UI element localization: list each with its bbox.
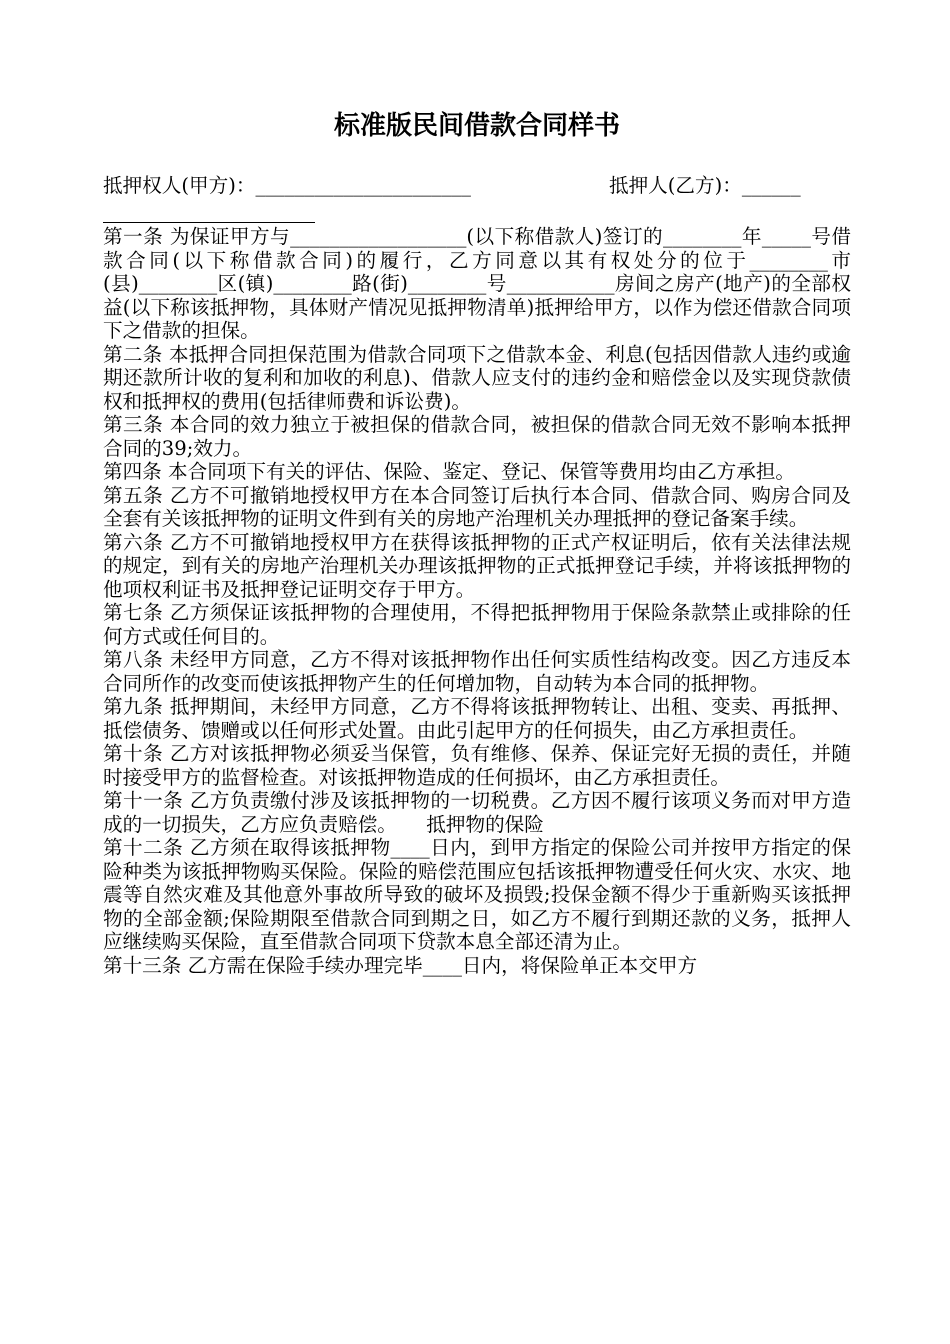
clause-2: 第二条 本抵押合同担保范围为借款合同项下之借款本金、利息(包括因借款人违约或逾期还款所计收的复利和加收的利息)、借款人应支付的违约金和赔偿金以及实现贷款债权和抵押权的费用(包括律师费和诉讼费)。: [103, 342, 851, 413]
document-body: [103, 174, 851, 977]
clause-10: 第十条 乙方对该抵押物必须妥当保管，负有维修、保养、保证完好无损的责任，并随时接受甲方的监督检查。对该抵押物造成的任何损坏，由乙方承担责任。: [103, 742, 851, 789]
clause-6: 第六条 乙方不可撤销地授权甲方在获得该抵押物的正式产权证明后，依有关法律法规的规定，到有关的房地产治理机关办理该抵押物的正式抵押登记手续，并将该抵押物的他项权利证书及抵押登记证明交存于甲方。: [103, 530, 851, 601]
clause-11: 第十一条 乙方负责缴付涉及该抵押物的一切税费。乙方因不履行该项义务而对甲方造成的一切损失，乙方应负责赔偿。 抵押物的保险: [103, 789, 851, 836]
parties-line: [103, 174, 851, 200]
clause-1: 第一条 为保证甲方与__________________(以下称借款人)签订的________年_____号借款合同(以下称借款合同)的履行，乙方同意以其有权处分的位于________市(县)________区(镇)________路(街)________号___________房间之房产(地产)的全部权益(以下称该抵押物，具体财产情况见抵押物清单)抵押给甲方，以作为偿还借款合同项下之借款的担保。: [103, 225, 851, 342]
clause-13: 第十三条 乙方需在保险手续办理完毕____日内，将保险单正本交甲方: [103, 953, 698, 977]
party-b-label: 抵押人(乙方)：______: [609, 174, 801, 197]
clause-7: 第七条 乙方须保证该抵押物的合理使用，不得把抵押物用于保险条款禁止或排除的任何方式或任何目的。: [103, 601, 851, 648]
blank-line: [103, 200, 315, 223]
document-title: 标准版民间借款合同样书: [333, 111, 620, 141]
party-a-label: 抵押权人(甲方)：______________________: [103, 174, 471, 197]
clause-9: 第九条 抵押期间，未经甲方同意，乙方不得将该抵押物转让、出租、变卖、再抵押、抵偿债务、馈赠或以任何形式处置。由此引起甲方的任何损失，由乙方承担责任。: [103, 695, 851, 742]
clause-4: 第四条 本合同项下有关的评估、保险、鉴定、登记、保管等费用均由乙方承担。: [103, 460, 796, 483]
clause-12: 第十二条 乙方须在取得该抵押物____日内，到甲方指定的保险公司并按甲方指定的保险种类为该抵押物购买保险。保险的赔偿范围应包括该抵押物遭受任何火灾、水灾、地震等自然灾难及其他意外事故所导致的破坏及损毁;投保金额不得少于重新购买该抵押物的全部金额;保险期限至借款合同到期之日，如乙方不履行到期还款的义务，抵押人应继续购买保险，直至借款合同项下贷款本息全部还清为止。: [103, 836, 851, 953]
clause-3: 第三条 本合同的效力独立于被担保的借款合同，被担保的借款合同无效不影响本抵押合同的39;效力。: [103, 413, 851, 460]
clause-5: 第五条 乙方不可撤销地授权甲方在本合同签订后执行本合同、借款合同、购房合同及全套有关该抵押物的证明文件到有关的房地产治理机关办理抵押的登记备案手续。: [103, 483, 851, 530]
clause-8: 第八条 未经甲方同意，乙方不得对该抵押物作出任何实质性结构改变。因乙方违反本合同所作的改变而使该抵押物产生的任何增加物，自动转为本合同的抵押物。: [103, 648, 851, 695]
